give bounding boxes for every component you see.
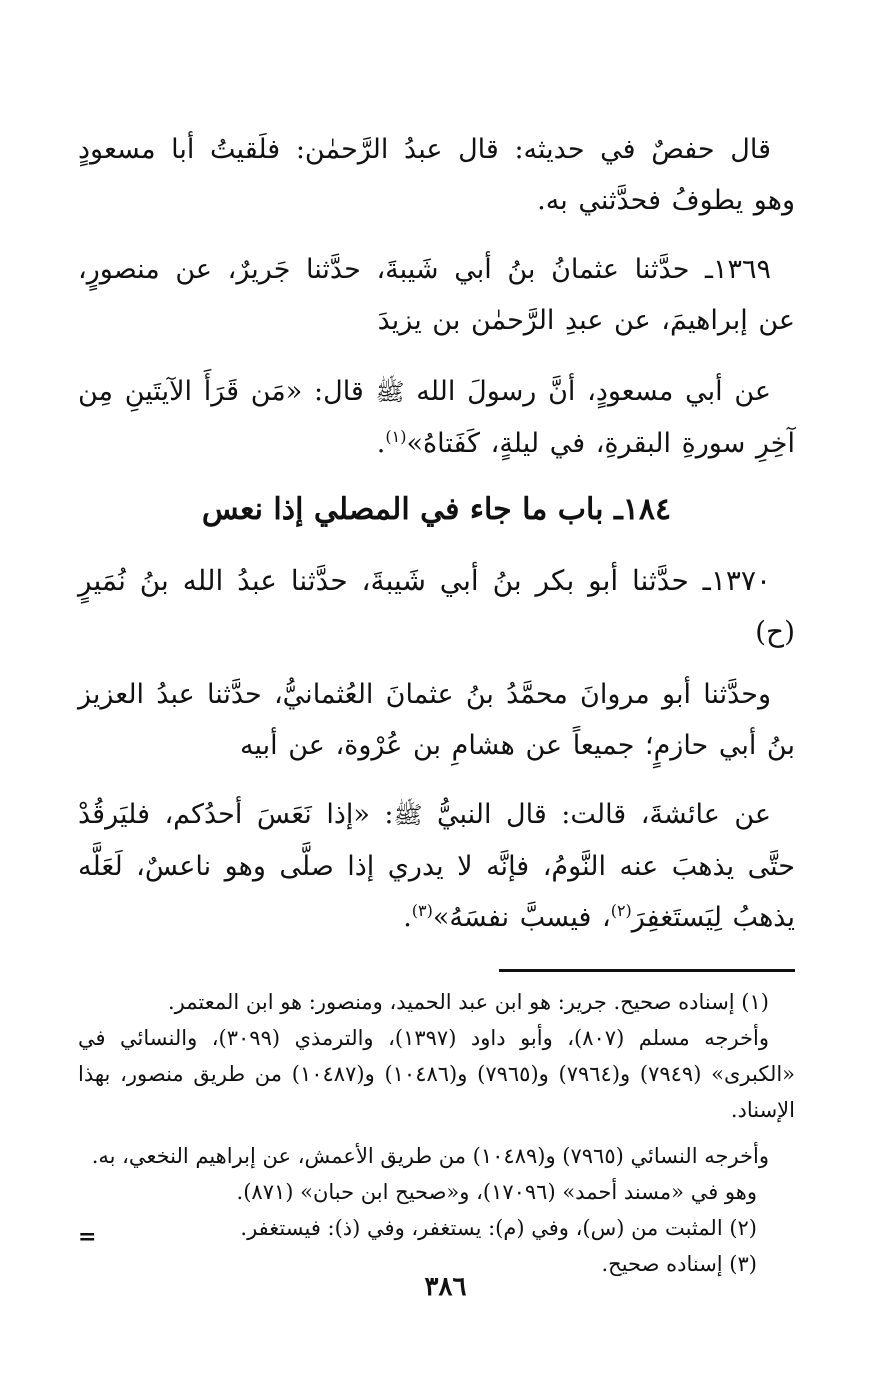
- hadith-text-1370: [78, 789, 795, 943]
- footnotes: [78, 984, 795, 1282]
- footnote-separator: [499, 969, 795, 972]
- honorific-glyph: ﷺ: [393, 801, 423, 829]
- footnote-1-line-2: وأخرجه مسلم (٨٠٧)، وأبو داود (١٣٩٧)، والترمذي (٣٠٩٩)، والنسائي في «الكبرى» (٧٩٤٩) و(٧٩٦٤) و(٧٩٦٥) و(١٠٤٨٦) و(١٠٤٨٧) من طريق منصور، بهذا الإسناد.: [78, 1026, 796, 1122]
- footnote-1-line-4: وهو في «مسند أحمد» (١٧٠٩٦)، و«صحيح ابن حبان» (٨٧١).: [236, 1180, 757, 1204]
- hadith-chain-1370-continued: وحدَّثنا أبو مروانَ محمَّدُ بنُ عثمانَ العُثمانيُّ، حدَّثنا عبدُ العزيز بنُ أبي حازمٍ؛ جميعاً عن هشامِ بن عُرْوة، عن أبيه: [78, 679, 795, 761]
- honorific-glyph: ﷺ: [375, 378, 405, 406]
- footnote-ref-2: (٢): [610, 901, 632, 920]
- hadith-text-part: عن عائشةَ، قالت: قال النبيُّ: [436, 799, 771, 830]
- hadith-text-part: : «إذا نَعَسَ أحدُكم، فليَرقُدْ حتَّى يذهبَ عنه النَّومُ، فإنَّه لا يدري إذا صلَّى وهو ناعسٌ، لَعَلَّه يذهبُ لِيَستَغفِرَ: [78, 799, 795, 933]
- footnote-ref-3: (٣): [411, 901, 433, 920]
- chapter-title: ١٨٤ـ باب ما جاء في المصلي إذا نعس: [201, 492, 672, 527]
- hadith-paragraph-1: قال حفصٌ في حديثه: قال عبدُ الرَّحمٰن: فلَقيتُ أبا مسعودٍ وهو يطوفُ فحدَّثني به.: [78, 134, 795, 216]
- page-number: ٣٨٦: [424, 1272, 467, 1302]
- footnote-ref-1: (١): [385, 427, 407, 446]
- hadith-chain-1370: ١٣٧٠ـ حدَّثنا أبو بكر بنُ أبي شَيبةَ، حدَّثنا عبدُ الله بنُ نُمَيرٍ (ح): [78, 564, 795, 648]
- footnote-1-line-1: (١) إسناده صحيح. جرير: هو ابن عبد الحميد، ومنصور: هو ابن المعتمر.: [167, 990, 769, 1014]
- book-page: [78, 112, 795, 1384]
- sentence-end: .: [376, 428, 386, 459]
- hadith-text-part: ، فيسبَّ نفسَهُ»: [432, 902, 611, 933]
- hadith-text-part: عن أبي مسعودٍ، أنَّ رسولَ الله: [416, 376, 771, 407]
- hadith-chain-1369: ١٣٦٩ـ حدَّثنا عثمانُ بنُ أبي شَيبةَ، حدَّثنا جَريرٌ، عن منصورٍ، عن إبراهيمَ، عن عبدِ الرَّحمٰن بن يزيدَ: [78, 254, 795, 336]
- footnote-1-line-3: وأخرجه النسائي (٧٩٦٥) و(١٠٤٨٩) من طريق الأعمش، عن إبراهيم النخعي، به.: [91, 1144, 769, 1168]
- sentence-end: .: [403, 902, 412, 933]
- hadith-text-1369: [78, 366, 795, 469]
- hadith-text-part: قال: «مَن قَرَأَ الآيتَينِ مِن آخِرِ سورةِ البقرةِ، في ليلةٍ، كَفَتاهُ»: [78, 376, 795, 459]
- continuation-mark: =: [78, 1224, 97, 1250]
- footnote-3: (٣) إسناده صحيح.: [601, 1252, 757, 1276]
- footnote-2: (٢) المثبت من (س)، وفي (م): يستغفر، وفي (ذ): فيستغفر.: [240, 1216, 757, 1240]
